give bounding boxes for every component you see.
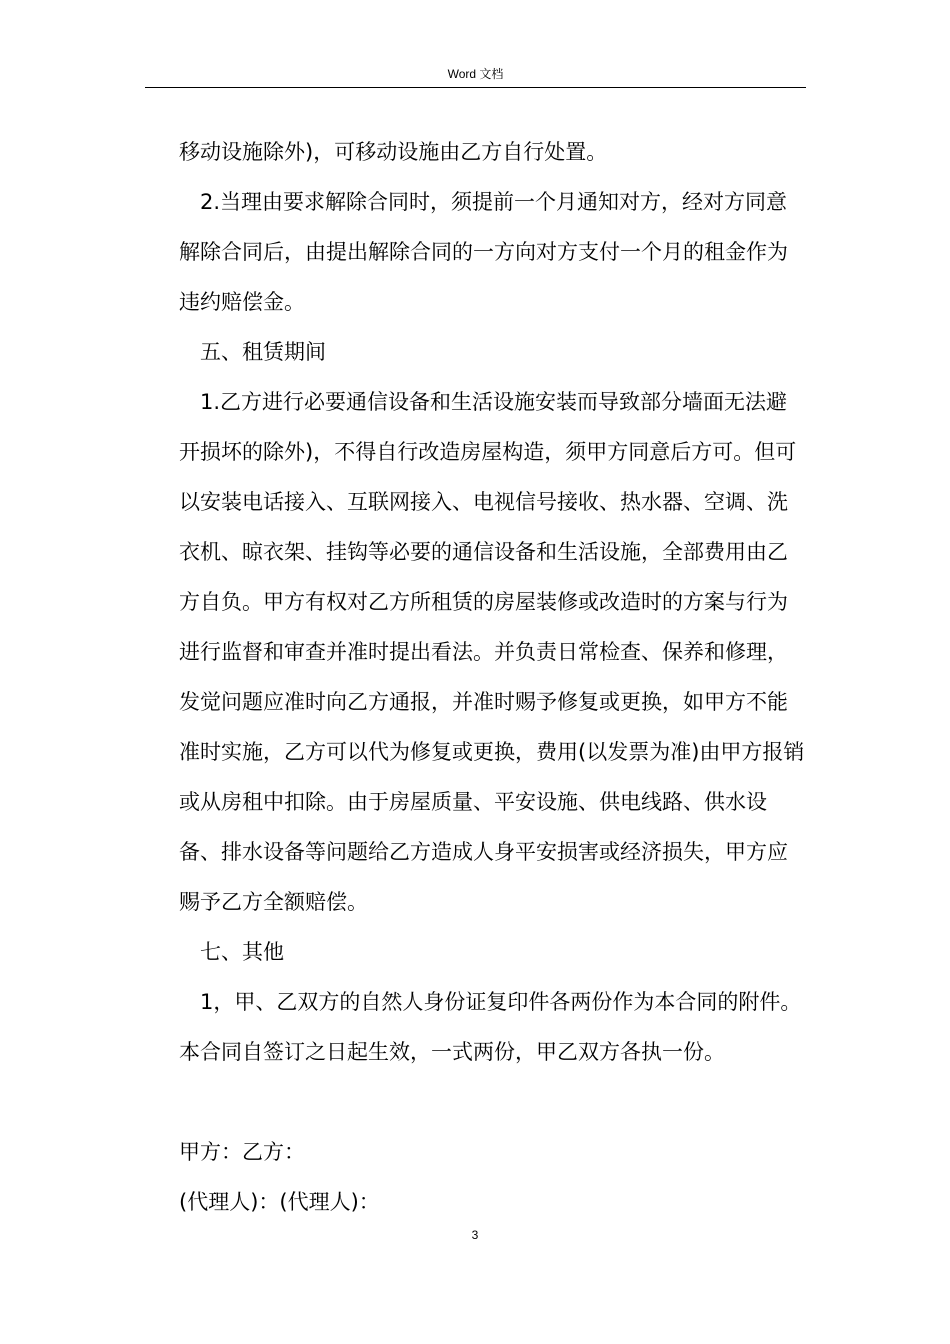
paragraph-continuation: 移动设施除外)，可移动设施由乙方自行处置。: [179, 140, 608, 164]
page-number: 3: [471, 1228, 479, 1242]
document-body: [179, 127, 805, 1227]
paragraph-effectiveness-clause: 1，甲、乙双方的自然人身份证复印件各两份作为本合同的附件。本合同自签订之日起生效，一式两份，甲乙双方各执一份。: [179, 990, 802, 1064]
page-header: Word 文档: [447, 67, 504, 81]
section-heading-lease-period: 五、租赁期间: [200, 340, 326, 364]
paragraph-termination-clause: 2.当理由要求解除合同时，须提前一个月通知对方，经对方同意解除合同后，由提出解除合同的一方向对方支付一个月的租金作为违约赔偿金。: [179, 190, 788, 314]
section-heading-other: 七、其他: [200, 940, 284, 964]
header-divider: [145, 87, 806, 88]
spacer: [179, 1077, 805, 1127]
paragraph-modification-clause: 1.乙方进行必要通信设备和生活设施安装而导致部分墙面无法避开损坏的除外)，不得自行改造房屋构造，须甲方同意后方可。但可以安装电话接入、互联网接入、电视信号接收、热水器、空调、洗衣机、晾衣架、挂钩等必要的通信设备和生活设施，全部费用由乙方自负。甲方有权对乙方所租赁的房屋装修或改造时的方案与行为进行监督和审查并准时提出看法。并负责日常检查、保养和修理，发觉问题应准时向乙方通报，并准时赐予修复或更换，如甲方不能准时实施，乙方可以代为修复或更换，费用(以发票为准)由甲方报销或从房租中扣除。由于房屋质量、平安设施、供电线路、供水设备、排水设备等问题给乙方造成人身平安损害或经济损失，甲方应赐予乙方全额赔偿。: [179, 390, 805, 914]
signature-parties: 甲方：乙方：: [179, 1140, 305, 1164]
signature-agents: (代理人)：(代理人)：: [179, 1190, 380, 1214]
